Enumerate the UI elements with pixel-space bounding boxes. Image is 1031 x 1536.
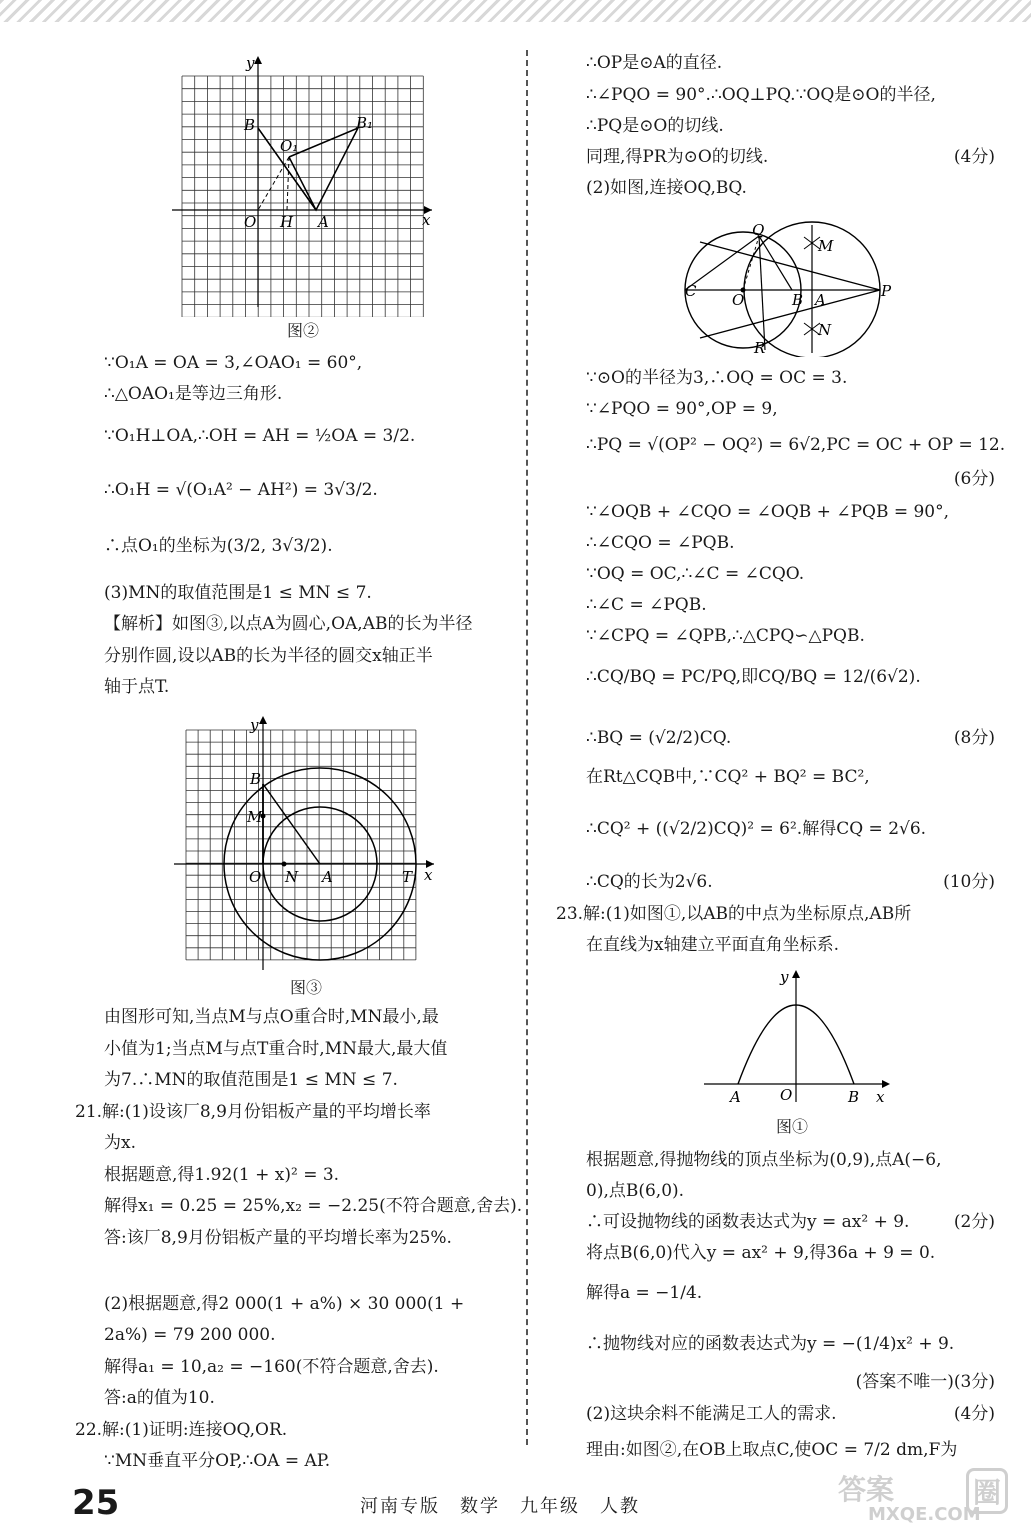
right-text-line: (2)这块余料不能满足工人的需求. — [586, 1404, 837, 1424]
left-text-line: ∵O₁H⊥OA,∴OH = AH = ½OA = 3/2. — [104, 426, 416, 446]
fig3-label-m: M — [247, 808, 263, 826]
fig2-label-o1: O₁ — [280, 137, 299, 155]
right-text-line: ∴∠C = ∠PQB. — [586, 595, 707, 615]
fig3-label-t: T — [402, 868, 413, 886]
watermark-logo — [838, 1468, 1018, 1528]
left-text-line: ∴点O₁的坐标为(3/2, 3√3/2). — [104, 536, 333, 556]
left-text-line: 答:该厂8,9月份铝板产量的平均增长率为25%. — [104, 1228, 452, 1248]
right-text-line: 同理,得PR为⊙O的切线. — [586, 147, 769, 167]
left-text-line: (2)根据题意,得2 000(1 + a%) × 30 000(1 + — [104, 1294, 465, 1314]
right-text-line: ∵OQ = OC,∴∠C = ∠CQO. — [586, 564, 805, 584]
fig1-label-b: B — [848, 1088, 860, 1106]
right-text-line: ∴OP是⊙A的直径. — [586, 53, 723, 73]
fig2-label-b1: B₁ — [356, 114, 374, 132]
column-divider — [526, 50, 528, 1445]
figure-3-grid — [172, 712, 442, 977]
left-text-line: 由图形可知,当点M与点O重合时,MN最小,最 — [104, 1007, 439, 1027]
right-text-line: 根据题意,得抛物线的顶点坐标为(0,9),点A(−6, — [586, 1150, 942, 1170]
decorative-top-band — [0, 0, 1031, 22]
left-text-line: 解得a₁ = 10,a₂ = −160(不符合题意,舍去). — [104, 1357, 439, 1377]
right-text-line: ∵⊙O的半径为3,∴OQ = OC = 3. — [586, 368, 848, 388]
fig2-label-y: y — [246, 54, 255, 72]
circ-label-p: P — [881, 282, 892, 300]
fig3-label-o: O — [249, 868, 262, 886]
page-number: 25 — [72, 1483, 120, 1523]
watermark-text-a: 答案 — [838, 1473, 895, 1506]
right-text-line: 解得a = −1/4. — [586, 1283, 703, 1303]
right-score: (4分) — [953, 1404, 995, 1424]
fig2-label-a: A — [318, 213, 329, 231]
right-text-line: ∴抛物线对应的函数表达式为y = −(1/4)x² + 9. — [586, 1334, 955, 1354]
right-text-line: ∵∠OQB + ∠CQO = ∠OQB + ∠PQB = 90°, — [586, 502, 950, 522]
left-text-line: 21.解:(1)设该厂8,9月份铝板产量的平均增长率 — [75, 1102, 431, 1122]
fig3-label-x: x — [424, 866, 433, 884]
watermark-text-b: 圈 — [966, 1468, 1008, 1514]
fig3-label-a: A — [322, 868, 333, 886]
fig1-label-a: A — [730, 1088, 741, 1106]
page-footer: 河南专版 数学 九年级 人教 — [360, 1496, 640, 1517]
right-text-line: ∴CQ² + ((√2/2)CQ)² = 6².解得CQ = 2√6. — [586, 819, 927, 839]
fig3-label-n: N — [285, 868, 299, 886]
figure-1-parabola — [700, 962, 900, 1107]
right-text-line: ∴∠PQO = 90°.∴OQ⊥PQ.∵OQ是⊙O的半径, — [586, 85, 936, 105]
fig2-label-b: B — [244, 116, 256, 134]
left-text-line: 解得x₁ = 0.25 = 25%,x₂ = −2.25(不符合题意,舍去). — [104, 1196, 523, 1216]
circ-label-b: B — [792, 291, 804, 309]
fig2-label-h: H — [280, 213, 294, 231]
left-text-line: 分别作圆,设以AB的长为半径的圆交x轴正半 — [104, 646, 433, 666]
right-score: (4分) — [953, 147, 995, 167]
left-text-line: ∵MN垂直平分OP,∴OA = AP. — [104, 1451, 331, 1471]
figure-2-grid — [170, 52, 440, 317]
figure-22-circles — [680, 215, 900, 357]
circ-label-r: R — [754, 339, 766, 357]
right-text-line: ∴BQ = (√2/2)CQ. — [586, 728, 732, 748]
figure-1-caption: 图① — [776, 1117, 809, 1136]
fig1-label-y: y — [780, 968, 789, 986]
right-text-line: 将点B(6,0)代入y = ax² + 9,得36a + 9 = 0. — [586, 1243, 936, 1263]
right-text-line: 在直线为x轴建立平面直角坐标系. — [586, 935, 839, 955]
right-text-line: 0),点B(6,0). — [586, 1181, 685, 1201]
fig1-label-o: O — [780, 1086, 793, 1104]
figure-3-caption: 图③ — [290, 978, 323, 997]
right-text-line: 理由:如图②,在OB上取点C,使OC = 7/2 dm,F为 — [586, 1440, 958, 1460]
right-text-line: ∴可设抛物线的函数表达式为y = ax² + 9. — [586, 1212, 910, 1232]
figure-2-caption: 图② — [287, 321, 320, 340]
left-text-line: 根据题意,得1.92(1 + x)² = 3. — [104, 1165, 340, 1185]
left-text-line: 小值为1;当点M与点T重合时,MN最大,最大值 — [104, 1039, 448, 1059]
watermark-url: MXQE.COM — [868, 1504, 981, 1525]
right-text-line: 在Rt△CQB中,∵CQ² + BQ² = BC², — [586, 767, 870, 787]
right-score: (8分) — [953, 728, 995, 748]
fig2-label-o: O — [244, 213, 257, 231]
left-text-line: 答:a的值为10. — [104, 1388, 215, 1408]
right-text-line: (2)如图,连接OQ,BQ. — [586, 178, 747, 198]
right-text-line: ∴CQ的长为2√6. — [586, 872, 713, 892]
left-text-line: ∴△OAO₁是等边三角形. — [104, 384, 283, 404]
right-text-line: ∴PQ = √(OP² − OQ²) = 6√2,PC = OC + OP = 12. — [586, 435, 1006, 455]
circ-label-o: O — [732, 291, 745, 309]
fig3-label-y: y — [250, 716, 259, 734]
circ-label-c: C — [685, 282, 697, 300]
right-text-line: ∴CQ/BQ = PC/PQ,即CQ/BQ = 12/(6√2). — [586, 667, 921, 687]
circ-label-m: M — [818, 237, 834, 255]
left-text-line: 为7.∴MN的取值范围是1 ≤ MN ≤ 7. — [104, 1070, 398, 1090]
right-text-line: 23.解:(1)如图①,以AB的中点为坐标原点,AB所 — [556, 904, 912, 924]
left-text-line: ∴O₁H = √(O₁A² − AH²) = 3√3/2. — [104, 480, 378, 500]
fig3-label-b: B — [250, 770, 262, 788]
left-text-line: 轴于点T. — [104, 677, 170, 697]
left-text-line: ∵O₁A = OA = 3,∠OAO₁ = 60°, — [104, 353, 363, 373]
circ-label-q: Q — [752, 221, 765, 239]
left-text-line: 22.解:(1)证明:连接OQ,OR. — [75, 1420, 288, 1440]
circ-label-n: N — [818, 321, 832, 339]
left-text-line: 2a%) = 79 200 000. — [104, 1325, 276, 1345]
left-text-line: 【解析】如图③,以点A为圆心,OA,AB的长为半径 — [104, 614, 473, 634]
right-text-line: ∵∠CPQ = ∠QPB,∴△CPQ∽△PQB. — [586, 626, 865, 646]
left-text-line: (3)MN的取值范围是1 ≤ MN ≤ 7. — [104, 583, 372, 603]
right-score: (答案不唯一)(3分) — [855, 1372, 995, 1392]
fig2-label-x: x — [422, 211, 431, 229]
right-score: (10分) — [943, 872, 995, 892]
right-score: (6分) — [953, 469, 995, 489]
right-text-line: ∴PQ是⊙O的切线. — [586, 116, 724, 136]
right-score: (2分) — [953, 1212, 995, 1232]
fig1-label-x: x — [876, 1088, 885, 1106]
left-text-line: 为x. — [104, 1133, 136, 1153]
circ-label-a: A — [815, 291, 826, 309]
right-text-line: ∵∠PQO = 90°,OP = 9, — [586, 399, 778, 419]
right-text-line: ∴∠CQO = ∠PQB. — [586, 533, 735, 553]
